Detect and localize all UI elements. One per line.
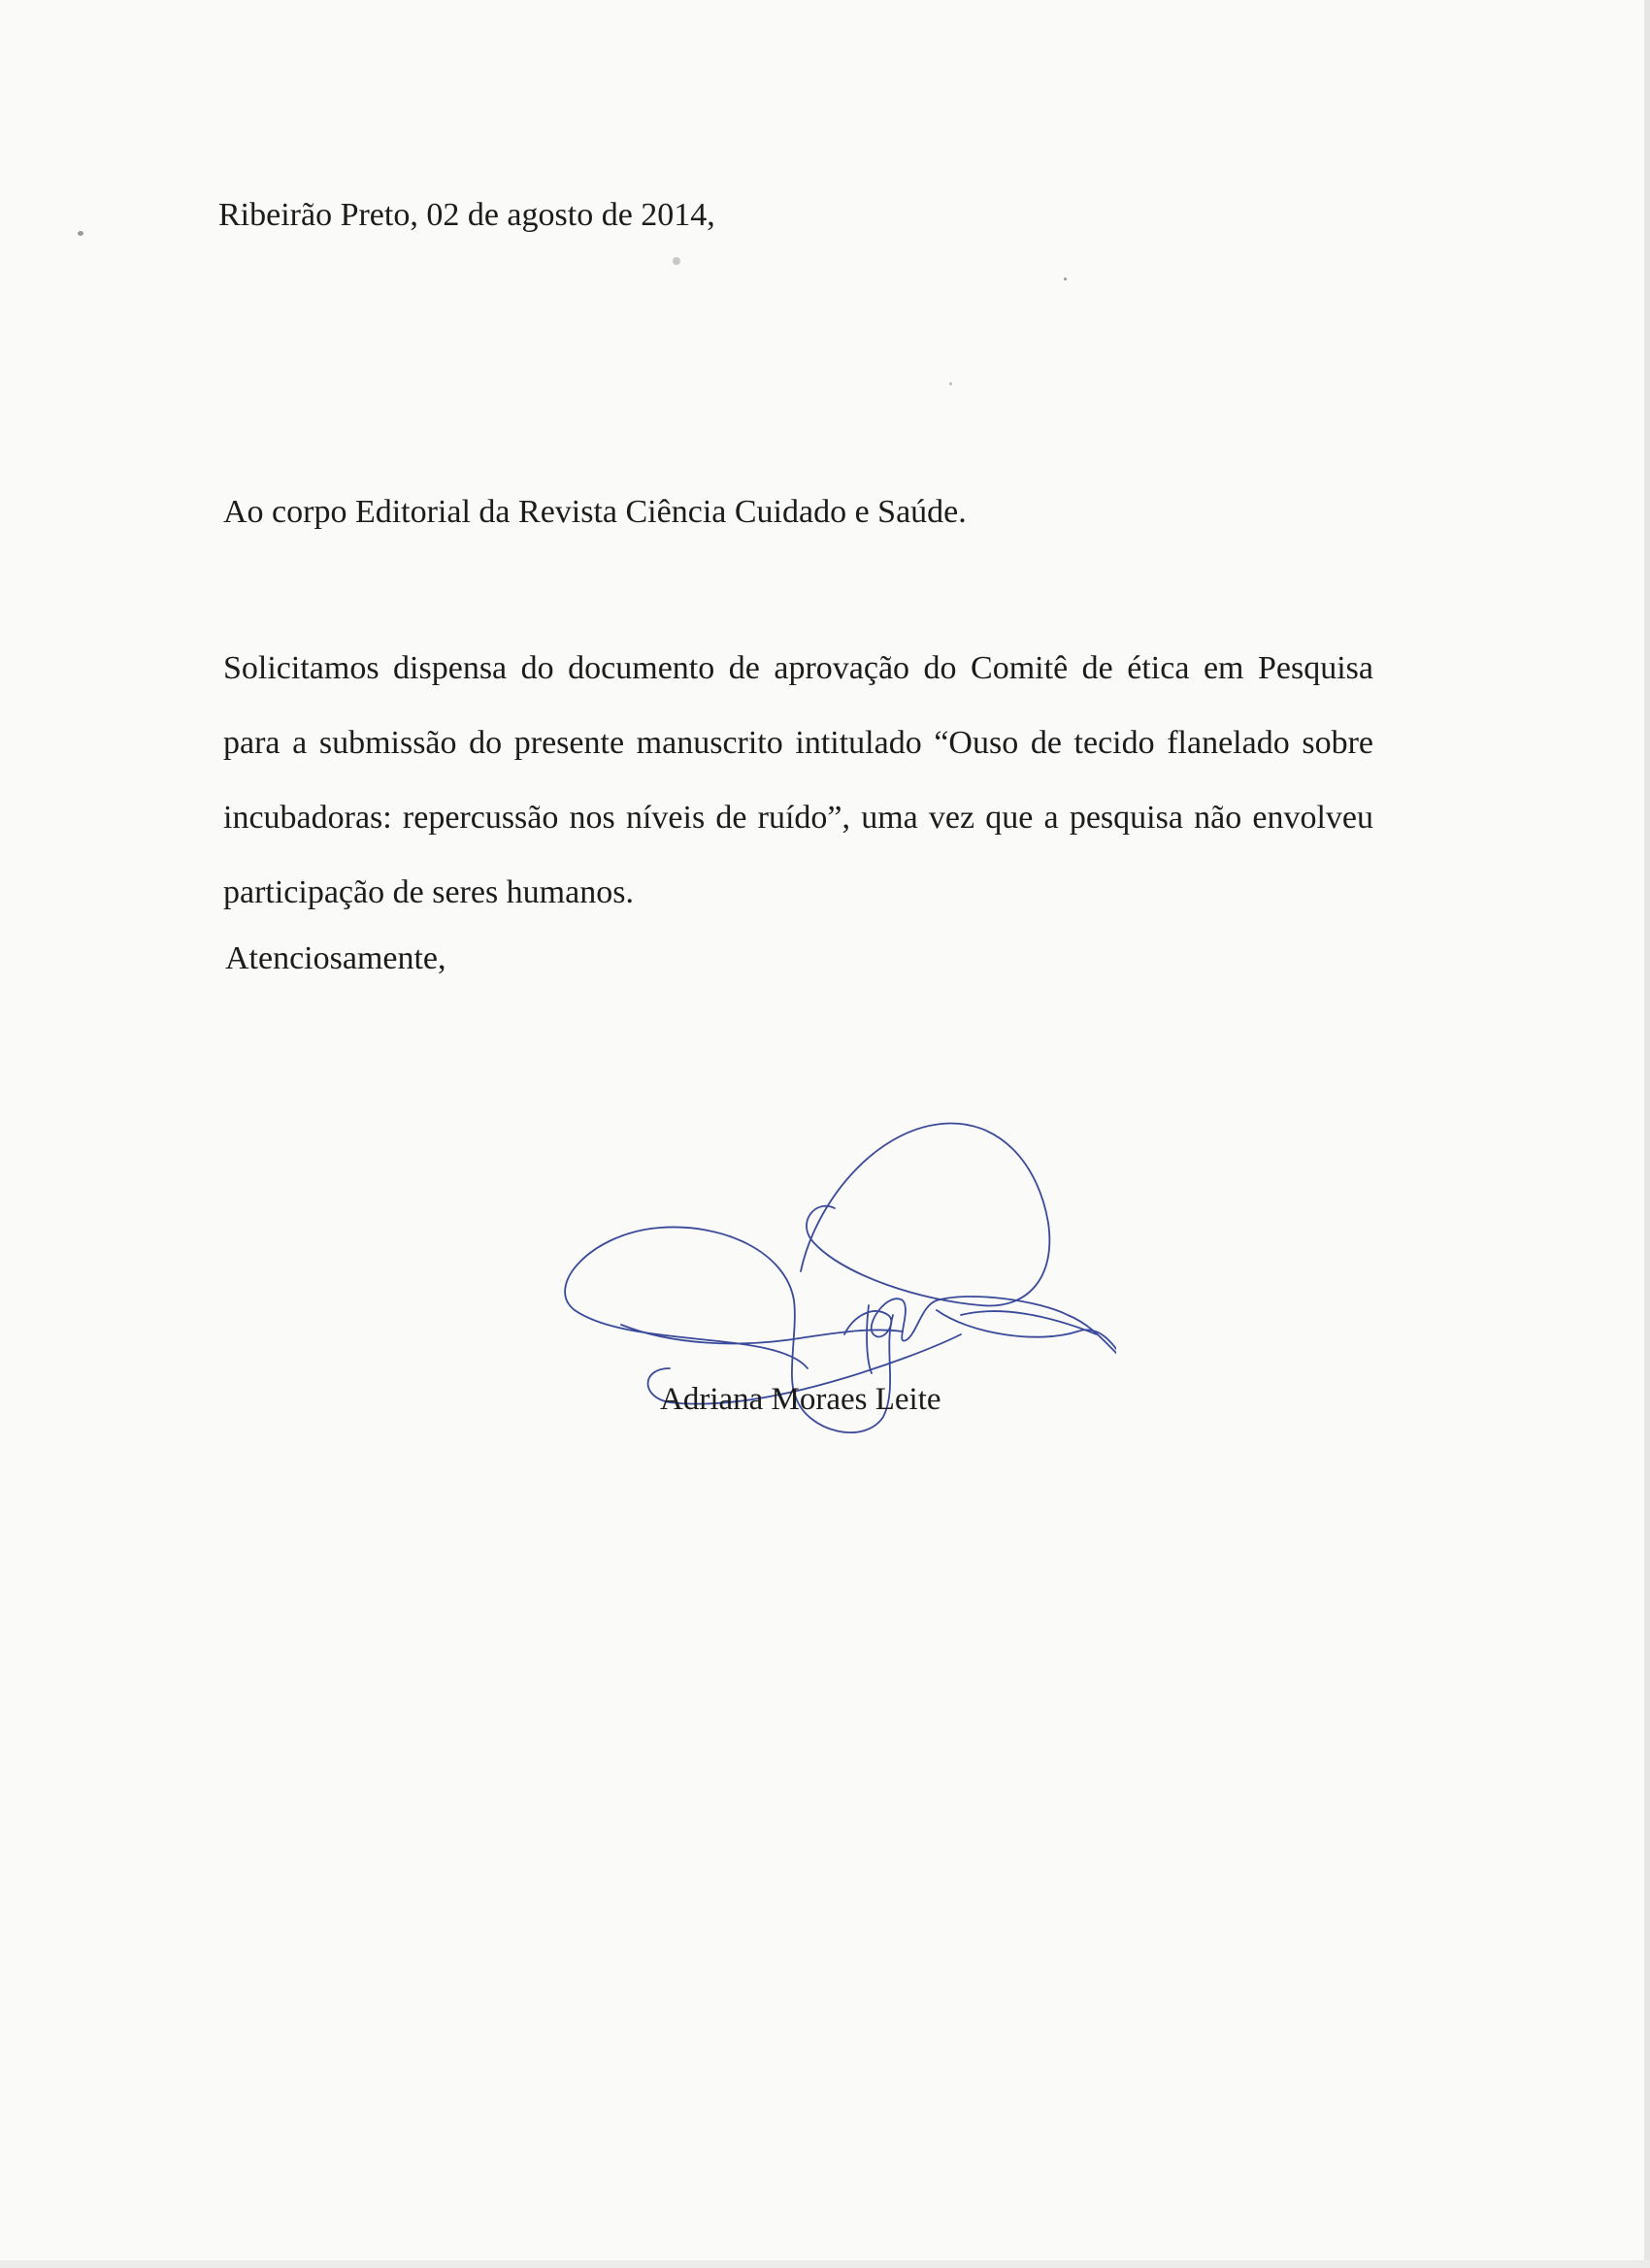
signature-stroke — [844, 1297, 1116, 1361]
scan-edge — [1644, 0, 1650, 2268]
signature-stroke — [867, 1305, 872, 1373]
scan-speck — [78, 231, 83, 236]
scan-speck — [949, 382, 952, 385]
letter-body: Solicitamos dispensa do documento de aprovação do Comitê de ética em Pesquisa para a submissão do presente manuscrito intitulado “Ouso de tecido flanelado sobre incubadoras: repercussão nos níveis de ruído”, uma vez que a pesquisa não envolveu participação de seres humanos. — [223, 650, 1373, 910]
signature-stroke — [961, 1311, 1097, 1334]
scan-edge — [0, 2260, 1650, 2268]
scan-speck — [673, 257, 680, 265]
signature-stroke — [937, 1310, 1116, 1361]
signature-stroke — [801, 1123, 1049, 1305]
addressee-line: Ao corpo Editorial da Revista Ciência Cuidado e Saúde. — [223, 494, 967, 530]
date-line: Ribeirão Preto, 02 de agosto de 2014, — [218, 197, 715, 233]
closing-line: Atenciosamente, — [225, 940, 446, 976]
scan-speck — [1064, 278, 1067, 280]
signatory-name: Adriana Moraes Leite — [660, 1382, 941, 1417]
signature-stroke — [621, 1325, 903, 1343]
